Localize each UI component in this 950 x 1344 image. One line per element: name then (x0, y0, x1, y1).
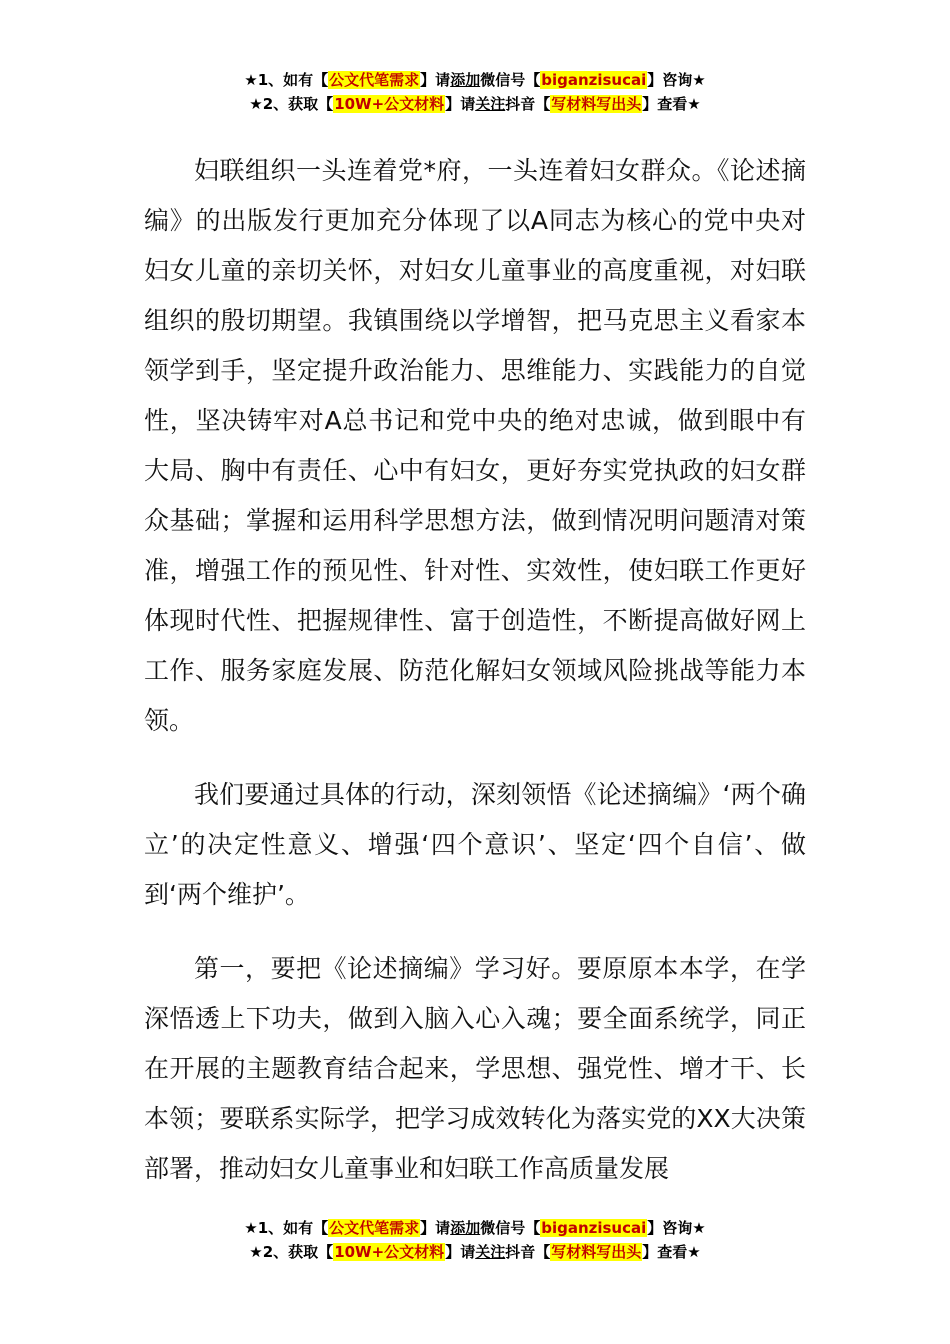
paragraph-2: 我们要通过具体的行动，深刻领悟《论述摘编》‘两个确立’的决定性意义、增强‘四个意识’、坚定‘四个自信’、做到‘两个维护’。 (144, 780, 806, 909)
banner-line-2: ★2、获取【10W+公文材料】请关注抖音【写材料写出头】查看★ (249, 1243, 701, 1261)
banner-line-1: ★1、如有【公文代笔需求】请添加微信号【biganzisucai】咨询★ (244, 71, 706, 89)
header-banner (0, 68, 950, 116)
document-body (144, 146, 806, 1218)
footer-banner (0, 1216, 950, 1264)
paragraph-1: 妇联组织一头连着党*府，一头连着妇女群众。《论述摘编》的出版发行更加充分体现了以A同志为核心的党中央对妇女儿童的亲切关怀，对妇女儿童事业的高度重视，对妇联组织的殷切期望。我镇围绕以学增智，把马克思主义看家本领学到手，坚定提升政治能力、思维能力、实践能力的自觉性，坚决铸牢对A总书记和党中央的绝对忠诚，做到眼中有大局、胸中有责任、心中有妇女，更好夯实党执政的妇女群众基础；掌握和运用科学思想方法，做到情况明问题清对策准，增强工作的预见性、针对性、实效性，使妇联工作更好体现时代性、把握规律性、富于创造性，不断提高做好网上工作、服务家庭发展、防范化解妇女领域风险挑战等能力本领。 (144, 156, 806, 735)
banner-line-1: ★1、如有【公文代笔需求】请添加微信号【biganzisucai】咨询★ (244, 1219, 706, 1237)
highlight-service: 公文代笔需求 (329, 1219, 420, 1237)
highlight-wechat-id: biganzisucai (541, 71, 647, 89)
banner-line-2: ★2、获取【10W+公文材料】请关注抖音【写材料写出头】查看★ (249, 95, 701, 113)
highlight-douyin-account: 写材料写出头 (551, 95, 642, 113)
highlight-materials: 10W+公文材料 (334, 1243, 445, 1261)
highlight-service: 公文代笔需求 (329, 71, 420, 89)
highlight-materials: 10W+公文材料 (334, 95, 445, 113)
highlight-douyin-account: 写材料写出头 (551, 1243, 642, 1261)
paragraph-3: 第一，要把《论述摘编》学习好。要原原本本学，在学深悟透上下功夫，做到入脑入心入魂；要全面系统学，同正在开展的主题教育结合起来，学思想、强党性、增才干、长本领；要联系实际学，把学习成效转化为落实党的XX大决策部署，推动妇女儿童事业和妇联工作高质量发展 (144, 954, 806, 1183)
highlight-wechat-id: biganzisucai (541, 1219, 647, 1237)
